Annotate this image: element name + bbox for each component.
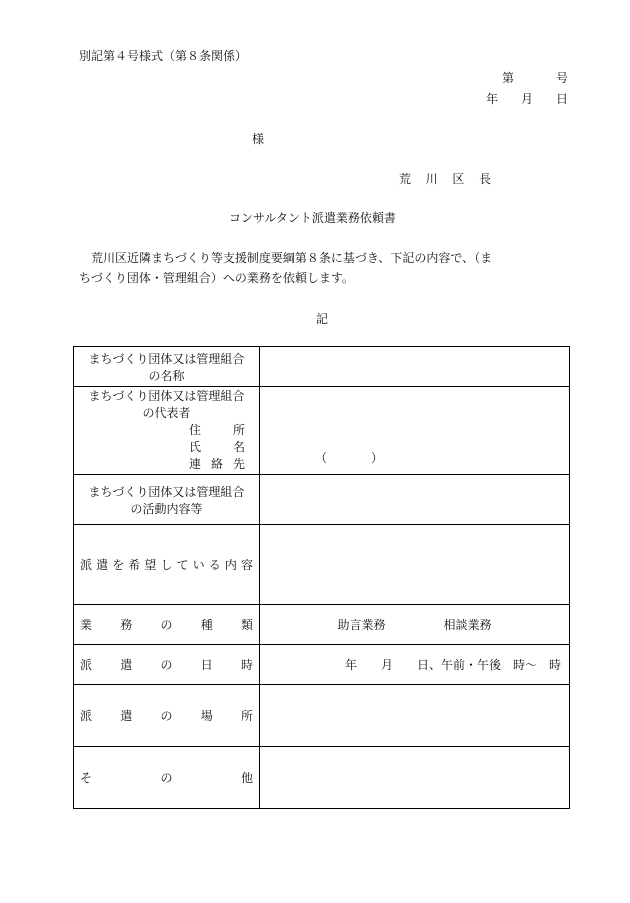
name-label: 氏 名 [189, 440, 245, 454]
row-datetime [74, 645, 570, 685]
row-place [74, 685, 570, 747]
representative-label: まちづくり団体又は管理組合 の代表者 住 所 氏 名 連 絡 先 [74, 387, 260, 475]
issuer: 荒 川 区 長 [399, 172, 491, 186]
advice-option[interactable]: 助言業務 [337, 618, 386, 632]
desired-content-value[interactable] [260, 525, 570, 605]
document-title: コンサルタント派遣業務依頼書 [229, 211, 396, 225]
row-business-type [74, 605, 570, 645]
row-group-name [74, 347, 570, 387]
business-type-label: 業 務 の 種 類 [74, 605, 260, 645]
body-text-line-2: ちづくり団体・管理組合）への業務を依頼します。 [79, 271, 354, 285]
form-label: 別記第４号様式（第８条関係） [79, 49, 248, 63]
representative-value[interactable] [260, 387, 570, 475]
ki-heading: 記 [316, 312, 329, 326]
request-form-table [73, 346, 570, 809]
datetime-value[interactable]: 年 月 日、午前・午後 時～ 時 [260, 645, 570, 685]
row-representative [74, 387, 570, 475]
address-label: 住 所 [189, 423, 245, 437]
group-name-label: まちづくり団体又は管理組合 の名称 [74, 347, 260, 387]
number-line: 第 号 [502, 71, 568, 85]
contact-parentheses: （ ） [315, 451, 383, 465]
other-label: そ の 他 [74, 747, 260, 809]
row-other [74, 747, 570, 809]
datetime-label: 派 遣 の 日 時 [74, 645, 260, 685]
place-value[interactable] [260, 685, 570, 747]
consultation-option[interactable]: 相談業務 [443, 618, 492, 632]
contact-label: 連 絡 先 [189, 457, 245, 471]
other-value[interactable] [260, 747, 570, 809]
addressee-suffix: 様 [252, 132, 265, 146]
row-activity [74, 475, 570, 525]
row-desired [74, 525, 570, 605]
group-name-value[interactable] [260, 347, 570, 387]
business-type-value [260, 605, 570, 645]
body-text-line-1: 荒川区近隣まちづくり等支援制度要綱第８条に基づき、下記の内容で、（ま [91, 251, 493, 265]
date-line: 年 月 日 [486, 92, 568, 106]
place-label: 派 遣 の 場 所 [74, 685, 260, 747]
activity-label: まちづくり団体又は管理組合 の活動内容等 [74, 475, 260, 525]
activity-value[interactable] [260, 475, 570, 525]
desired-content-label: 派 遣 を 希 望 し て い る 内 容 [74, 525, 260, 605]
